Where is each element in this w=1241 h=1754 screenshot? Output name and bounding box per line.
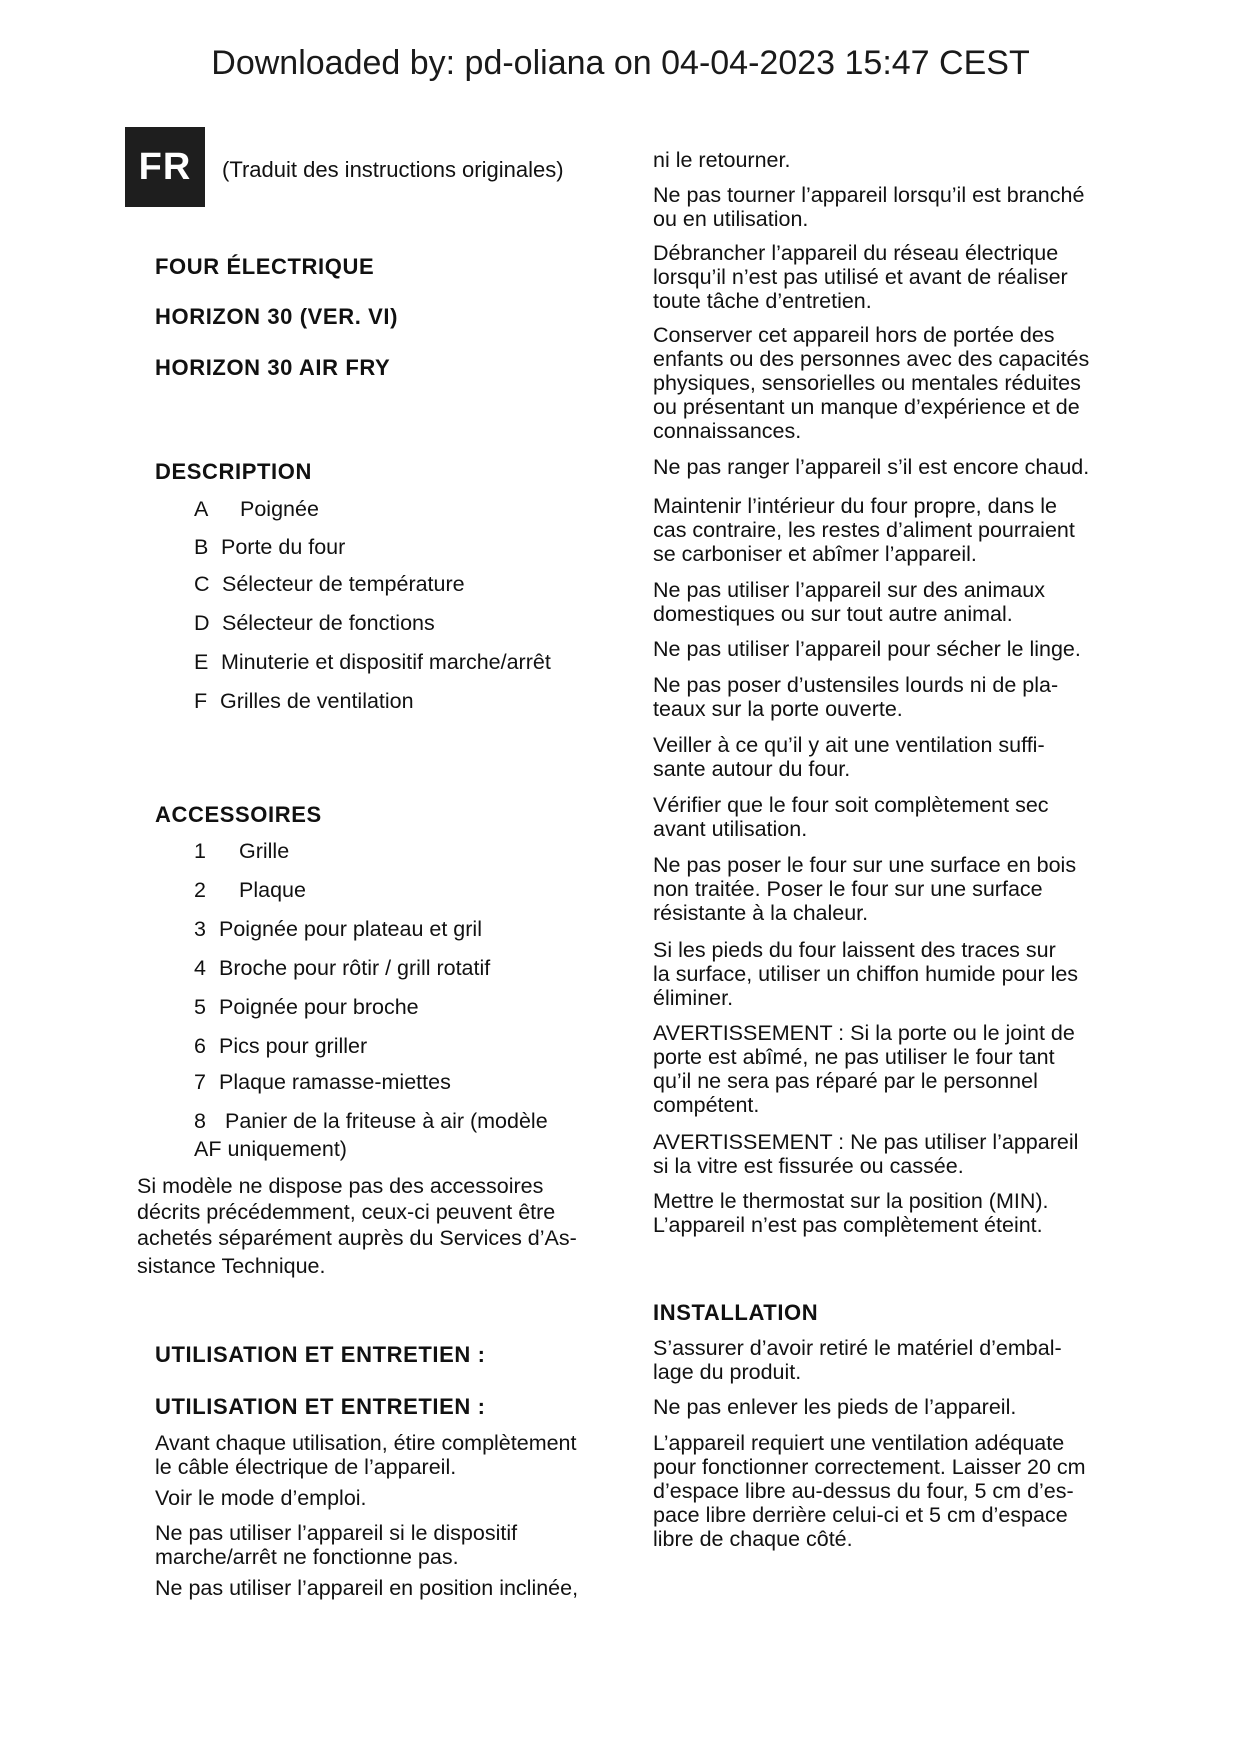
document-subtitle: (Traduit des instructions originales) xyxy=(222,157,564,182)
text-line: connaissances. xyxy=(653,419,802,443)
item-key: 1 xyxy=(194,839,206,863)
note-line: décrits précédemment, ceux-ci peuvent être xyxy=(137,1200,556,1224)
text-line: Si les pieds du four laissent des traces sur xyxy=(653,938,1056,962)
description-item xyxy=(194,611,435,636)
safety-paragraph xyxy=(653,938,1123,1010)
text-line: AVERTISSEMENT : Ne pas utiliser l’appareil xyxy=(653,1130,1079,1154)
item-key: 4 xyxy=(194,956,206,980)
accessory-item xyxy=(194,1034,367,1059)
text-line: AVERTISSEMENT : Si la porte ou le joint de xyxy=(653,1021,1075,1045)
accessory-item xyxy=(194,917,482,942)
text-line: ni le retourner. xyxy=(653,148,791,172)
item-label: Poignée xyxy=(240,497,319,521)
text-line: éliminer. xyxy=(653,986,734,1010)
item-key: 6 xyxy=(194,1034,206,1058)
text-line: L’appareil requiert une ventilation adéquate xyxy=(653,1431,1065,1455)
item-key: C xyxy=(194,572,210,596)
text-line: enfants ou des personnes avec des capacités xyxy=(653,347,1090,371)
accessory-item xyxy=(194,1070,451,1095)
safety-paragraph xyxy=(653,637,1123,661)
item-key: 3 xyxy=(194,917,206,941)
text-line: Ne pas utiliser l’appareil pour sécher le linge. xyxy=(653,637,1081,661)
installation-heading: INSTALLATION xyxy=(653,1300,819,1325)
text-line: Débrancher l’appareil du réseau électrique xyxy=(653,241,1059,265)
text-line: marche/arrêt ne fonctionne pas. xyxy=(155,1545,459,1569)
language-badge: FR xyxy=(125,127,205,207)
text-line: Ne pas tourner l’appareil lorsqu’il est branché xyxy=(653,183,1085,207)
download-watermark: Downloaded by: pd-oliana on 04-04-2023 15:47 CEST xyxy=(211,44,1030,82)
text-line: domestiques ou sur tout autre animal. xyxy=(653,602,1013,626)
safety-paragraph xyxy=(653,148,1123,172)
text-line: Voir le mode d’emploi. xyxy=(155,1486,367,1510)
item-label: Sélecteur de fonctions xyxy=(222,611,435,635)
usage-heading-repeat: UTILISATION ET ENTRETIEN : xyxy=(155,1394,486,1419)
text-line: Veiller à ce qu’il y ait une ventilation suffi- xyxy=(653,733,1045,757)
accessory-item xyxy=(194,839,289,864)
text-line: Mettre le thermostat sur la position (MIN). xyxy=(653,1189,1049,1213)
text-line: sante autour du four. xyxy=(653,757,851,781)
description-item xyxy=(194,535,345,560)
item-key: E xyxy=(194,650,209,674)
item-key: 7 xyxy=(194,1070,206,1094)
item-label: Minuterie et dispositif marche/arrêt xyxy=(221,650,551,674)
safety-paragraph xyxy=(653,1189,1123,1237)
safety-paragraph xyxy=(653,455,1123,479)
accessory-item xyxy=(194,1109,548,1134)
text-line: Ne pas utiliser l’appareil si le dispositif xyxy=(155,1521,518,1545)
item-label: Plaque ramasse-miettes xyxy=(219,1070,451,1094)
installation-paragraph xyxy=(653,1431,1123,1551)
text-line: teaux sur la porte ouverte. xyxy=(653,697,903,721)
safety-paragraph xyxy=(653,673,1123,721)
text-line: si la vitre est fissurée ou cassée. xyxy=(653,1154,964,1178)
text-line: Ne pas utiliser l’appareil sur des animaux xyxy=(653,578,1045,602)
accessory-item xyxy=(194,956,490,981)
item-key: B xyxy=(194,535,209,559)
safety-paragraph xyxy=(653,733,1123,781)
accessory-item xyxy=(194,878,306,903)
text-line: physiques, sensorielles ou mentales réduites xyxy=(653,371,1081,395)
item-key: 5 xyxy=(194,995,206,1019)
item-label: Broche pour rôtir / grill rotatif xyxy=(219,956,491,980)
usage-paragraph xyxy=(155,1431,615,1479)
description-item xyxy=(194,497,319,522)
text-line: Maintenir l’intérieur du four propre, dans le xyxy=(653,494,1057,518)
text-line: Ne pas utiliser l’appareil en position inclinée, xyxy=(155,1576,579,1600)
item-key: A xyxy=(194,497,209,521)
note-line: sistance Technique. xyxy=(137,1254,326,1278)
text-line: ou en utilisation. xyxy=(653,207,809,231)
text-line: qu’il ne sera pas réparé par le personnel xyxy=(653,1069,1038,1093)
item-key: 2 xyxy=(194,878,206,902)
description-item xyxy=(194,572,465,597)
text-line: Ne pas enlever les pieds de l’appareil. xyxy=(653,1395,1017,1419)
text-line: d’espace libre au-dessus du four, 5 cm d’es- xyxy=(653,1479,1074,1503)
note-line: achetés séparément auprès du Services d’As- xyxy=(137,1226,577,1250)
text-line: porte est abîmé, ne pas utiliser le four tant xyxy=(653,1045,1055,1069)
text-line: compétent. xyxy=(653,1093,760,1117)
accessory-item xyxy=(194,995,419,1020)
text-line: la surface, utiliser un chiffon humide pour les xyxy=(653,962,1079,986)
item-label: Panier de la friteuse à air (modèle xyxy=(225,1109,548,1133)
product-model-title-airfry: HORIZON 30 AIR FRY xyxy=(155,355,391,380)
text-line: toute tâche d’entretien. xyxy=(653,289,872,313)
text-line: lage du produit. xyxy=(653,1360,802,1384)
usage-paragraph xyxy=(155,1521,615,1569)
text-line: avant utilisation. xyxy=(653,817,808,841)
text-line: Ne pas poser d’ustensiles lourds ni de pla- xyxy=(653,673,1059,697)
text-line: résistante à la chaleur. xyxy=(653,901,869,925)
item-label: Poignée pour broche xyxy=(219,995,419,1019)
description-item xyxy=(194,650,551,675)
safety-paragraph xyxy=(653,494,1123,566)
safety-paragraph xyxy=(653,793,1123,841)
item-label: Poignée pour plateau et gril xyxy=(219,917,482,941)
item-label: Plaque xyxy=(239,878,306,902)
text-line: Vérifier que le four soit complètement sec xyxy=(653,793,1049,817)
text-line: Ne pas poser le four sur une surface en bois xyxy=(653,853,1077,877)
installation-paragraph xyxy=(653,1336,1123,1384)
text-line: L’appareil n’est pas complètement éteint. xyxy=(653,1213,1043,1237)
safety-paragraph xyxy=(653,853,1123,925)
text-line: cas contraire, les restes d’aliment pourraient xyxy=(653,518,1075,542)
item-label: Porte du four xyxy=(221,535,346,559)
usage-paragraph xyxy=(155,1486,615,1510)
warning-paragraph xyxy=(653,1021,1123,1117)
usage-heading: UTILISATION ET ENTRETIEN : xyxy=(155,1342,486,1367)
text-line: pour fonctionner correctement. Laisser 20 cm xyxy=(653,1455,1086,1479)
text-line: Conserver cet appareil hors de portée des xyxy=(653,323,1055,347)
item-label: Grilles de ventilation xyxy=(220,689,414,713)
item-label: Grille xyxy=(239,839,290,863)
item-label: Pics pour griller xyxy=(219,1034,368,1058)
text-line: le câble électrique de l’appareil. xyxy=(155,1455,457,1479)
description-item xyxy=(194,689,414,714)
text-line: S’assurer d’avoir retiré le matériel d’embal- xyxy=(653,1336,1062,1360)
installation-paragraph xyxy=(653,1395,1123,1419)
item-label: Sélecteur de température xyxy=(222,572,465,596)
safety-paragraph xyxy=(653,323,1123,443)
text-line: non traitée. Poser le four sur une surface xyxy=(653,877,1043,901)
product-model-title: HORIZON 30 (VER. VI) xyxy=(155,304,399,329)
text-line: pace libre derrière celui-ci et 5 cm d’espace xyxy=(653,1503,1068,1527)
accessory-item-continuation: AF uniquement) xyxy=(194,1137,347,1161)
warning-paragraph xyxy=(653,1130,1123,1178)
text-line: ou présentant un manque d’expérience et de xyxy=(653,395,1080,419)
note-line: Si modèle ne dispose pas des accessoires xyxy=(137,1174,544,1198)
product-type-title: FOUR ÉLECTRIQUE xyxy=(155,254,375,279)
safety-paragraph xyxy=(653,183,1123,231)
accessories-heading: ACCESSOIRES xyxy=(155,802,322,827)
description-heading: DESCRIPTION xyxy=(155,459,312,484)
text-line: Avant chaque utilisation, étire complètement xyxy=(155,1431,577,1455)
accessories-note xyxy=(137,1174,607,1280)
item-key: 8 xyxy=(194,1109,206,1133)
safety-paragraph xyxy=(653,241,1123,313)
text-line: lorsqu’il n’est pas utilisé et avant de réaliser xyxy=(653,265,1068,289)
safety-paragraph xyxy=(653,578,1123,626)
item-key: F xyxy=(194,689,208,713)
text-line: Ne pas ranger l’appareil s’il est encore chaud. xyxy=(653,455,1090,479)
usage-paragraph xyxy=(155,1576,615,1600)
text-line: libre de chaque côté. xyxy=(653,1527,853,1551)
item-key: D xyxy=(194,611,210,635)
text-line: se carboniser et abîmer l’appareil. xyxy=(653,542,977,566)
